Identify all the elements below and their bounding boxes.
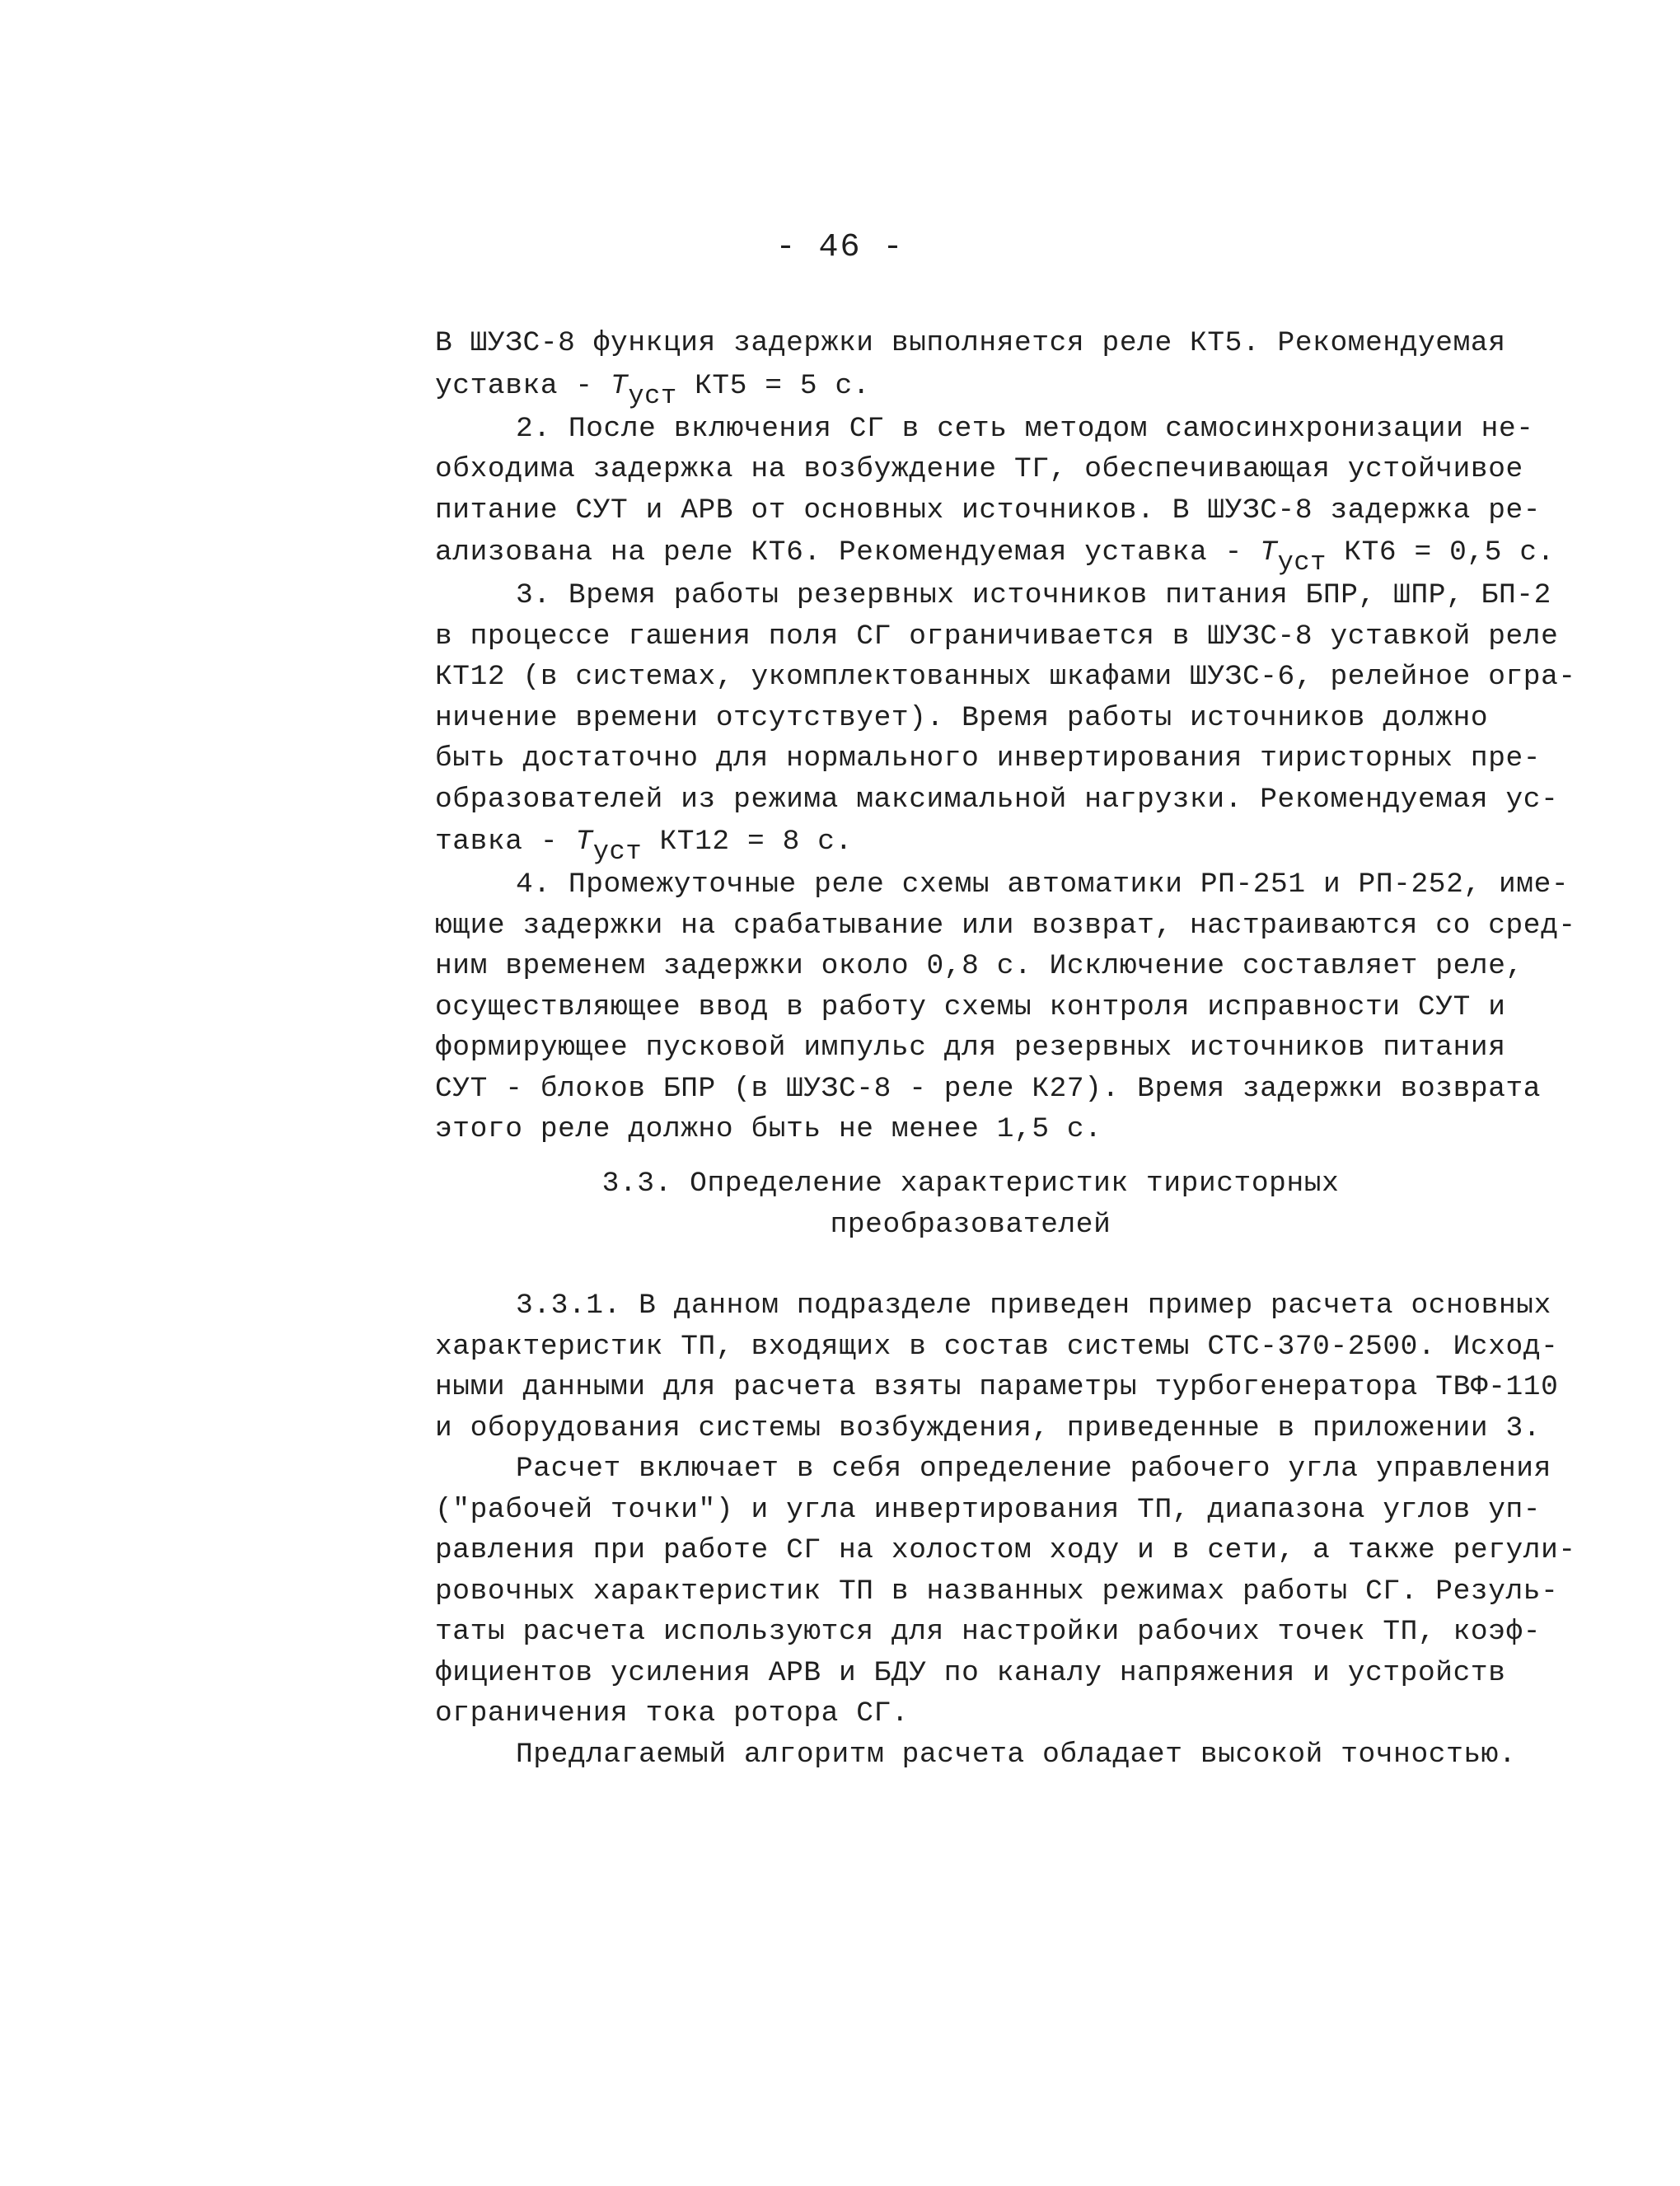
text-line: равления при работе СГ на холостом ходу и в сети, а также регули- — [435, 1534, 1576, 1566]
formula-suffix: КТ12 = 8 с. — [642, 826, 853, 858]
formula-symbol: T — [1260, 536, 1278, 569]
text-line: осуществляющее ввод в работу схемы контроля исправности СУТ и — [435, 990, 1506, 1023]
text-line: образователей из режима максимальной нагрузки. Рекомендуемая ус- — [435, 783, 1559, 816]
text-line: ющие задержки на срабатывание или возврат, настраиваются со сред- — [435, 909, 1576, 942]
text-line-formula — [435, 820, 1506, 867]
text-line-formula — [435, 364, 1506, 409]
text-line: обходима задержка на возбуждение ТГ, обеспечивающая устойчивое — [435, 453, 1523, 485]
formula-symbol: T — [575, 826, 593, 858]
formula-prefix: ализована на реле КТ6. Рекомендуемая уставка - — [435, 536, 1261, 569]
section-heading — [435, 1163, 1506, 1245]
paragraph-start: Предлагаемый алгоритм расчета обладает высокой точностью. — [516, 1738, 1517, 1771]
text-line: ничение времени отсутствует). Время работы источников должно — [435, 701, 1489, 734]
formula-suffix: КТ6 = 0,5 с. — [1327, 536, 1555, 569]
text-line-formula — [435, 531, 1555, 578]
section-heading-line: преобразователей — [830, 1208, 1111, 1241]
formula-subscript: уст — [628, 380, 677, 411]
section-text-lower — [435, 1285, 1576, 1775]
formula-symbol: T — [611, 369, 629, 402]
text-line: характеристик ТП, входящих в состав системы СТС-370-2500. Исход- — [435, 1330, 1559, 1363]
text-line: быть достаточно для нормального инвертирования тиристорных пре- — [435, 742, 1542, 775]
text-line: и оборудования системы возбуждения, приведенные в приложении 3. — [435, 1411, 1542, 1444]
text-line: ним временем задержки около 0,8 с. Исключение составляет реле, — [435, 950, 1523, 982]
text-line: ("рабочей точки") и угла инвертирования ТП, диапазона углов уп- — [435, 1493, 1542, 1526]
paragraph-start: Расчет включает в себя определение рабочего угла управления — [516, 1453, 1551, 1485]
formula-suffix: КТ5 = 5 с. — [676, 369, 871, 402]
text-line: в процессе гашения поля СГ ограничивается в ШУЗС-8 уставкой реле — [435, 620, 1559, 653]
text-line: СУТ - блоков БПР (в ШУЗС-8 - реле К27). Время задержки возврата — [435, 1072, 1542, 1105]
paragraph-start: 3.3.1. В данном подразделе приведен пример расчета основных — [516, 1290, 1551, 1322]
formula-prefix: уставка - — [435, 369, 611, 402]
formula-prefix: тавка - — [435, 826, 576, 858]
text-line: формирующее пусковой импульс для резервных источников питания — [435, 1032, 1506, 1064]
page-number: - 46 - — [775, 229, 905, 266]
section-text-upper — [435, 323, 1576, 1150]
formula-subscript: уст — [592, 836, 643, 867]
paragraph-3-start: 3. Время работы резервных источников питания БПР, ШПР, БП-2 — [516, 579, 1551, 611]
text-line: ными данными для расчета взяты параметры турбогенератора ТВФ-110 — [435, 1371, 1559, 1403]
paragraph-2-start: 2. После включения СГ в сеть методом самосинхронизации не- — [516, 412, 1534, 445]
text-line: этого реле должно быть не менее 1,5 с. — [435, 1113, 1102, 1145]
text-line: В ШУЗС-8 функция задержки выполняется реле КТ5. Рекомендуемая — [435, 327, 1506, 359]
section-heading-line: 3.3. Определение характеристик тиристорных — [601, 1168, 1340, 1200]
text-line: ровочных характеристик ТП в названных режимах работы СГ. Резуль- — [435, 1575, 1559, 1608]
text-line: питание СУТ и АРВ от основных источников. В ШУЗС-8 задержка ре- — [435, 494, 1542, 527]
text-line: КТ12 (в системах, укомплектованных шкафами ШУЗС-6, релейное огра- — [435, 661, 1576, 693]
text-line: таты расчета используются для настройки рабочих точек ТП, коэф- — [435, 1616, 1542, 1648]
text-line: ограничения тока ротора СГ. — [435, 1697, 910, 1730]
paragraph-4-start: 4. Промежуточные реле схемы автоматики РП-251 и РП-252, име- — [516, 868, 1570, 901]
formula-subscript: уст — [1277, 547, 1327, 578]
text-line: фициентов усиления АРВ и БДУ по каналу напряжения и устройств — [435, 1656, 1506, 1689]
